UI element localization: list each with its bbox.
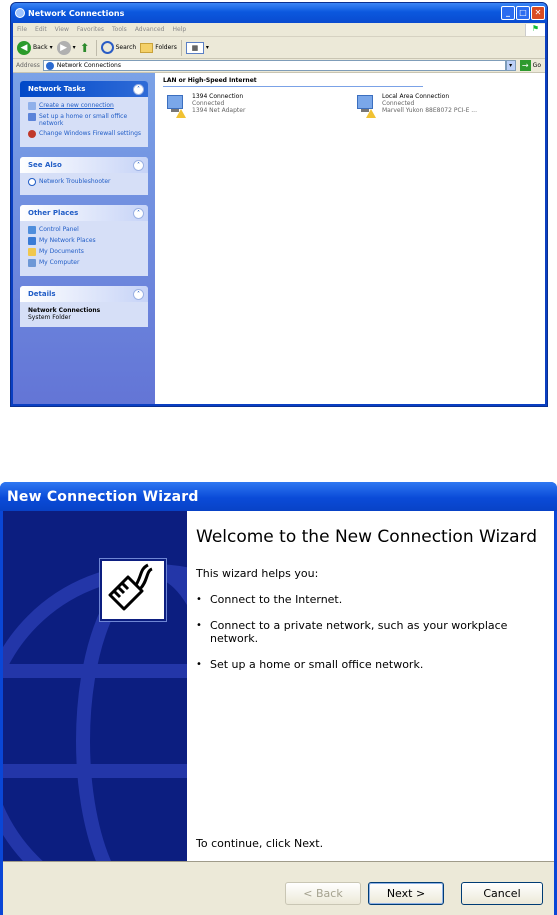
connection-local-area[interactable] xyxy=(355,93,505,119)
go-label: Go xyxy=(532,62,541,69)
go-button[interactable] xyxy=(516,60,545,71)
collapse-chevron-icon[interactable]: ˄ xyxy=(133,289,144,300)
list-item xyxy=(196,593,544,606)
computer-icon xyxy=(28,259,36,267)
next-button[interactable]: Next > xyxy=(368,882,444,905)
forward-arrow-icon: ▶ xyxy=(57,41,71,55)
see-also-header[interactable] xyxy=(20,157,148,173)
connection-text xyxy=(192,93,245,119)
back-dropdown-icon[interactable]: ▾ xyxy=(49,44,53,51)
back-label: Back xyxy=(33,44,48,51)
create-new-connection-link[interactable] xyxy=(28,102,142,110)
back-button[interactable] xyxy=(17,41,53,55)
firewall-settings-link[interactable] xyxy=(28,130,142,138)
address-dropdown-icon[interactable]: ▾ xyxy=(506,60,516,71)
maximize-icon[interactable]: □ xyxy=(516,6,530,20)
panel-body xyxy=(20,97,148,147)
wizard-content xyxy=(196,527,544,684)
other-places-header[interactable] xyxy=(20,205,148,221)
network-cable-icon xyxy=(100,559,166,621)
menu-edit[interactable]: Edit xyxy=(35,26,47,33)
connection-name: Local Area Connection xyxy=(382,93,450,100)
folders-button[interactable] xyxy=(140,43,177,53)
wizard-body xyxy=(3,511,554,915)
views-button[interactable] xyxy=(186,42,209,54)
toolbar xyxy=(13,37,545,59)
help-icon xyxy=(28,178,36,186)
views-dropdown-icon: ▾ xyxy=(205,44,209,51)
forward-button[interactable] xyxy=(57,41,76,55)
folders-icon xyxy=(140,43,153,53)
see-also-panel xyxy=(20,157,148,195)
setup-home-network-link[interactable] xyxy=(28,113,142,127)
wizard-side-banner xyxy=(3,511,187,861)
link-label: My Computer xyxy=(39,259,80,266)
details-type: System Folder xyxy=(28,314,71,321)
connection-status: Connected xyxy=(192,100,225,107)
wizard-bullet-list xyxy=(196,593,544,671)
my-computer-link[interactable] xyxy=(28,259,142,267)
connection-name: 1394 Connection xyxy=(192,93,244,100)
wizard-title-bar[interactable] xyxy=(0,482,557,511)
network-connection-icon xyxy=(355,93,379,119)
details-panel xyxy=(20,286,148,327)
folders-label: Folders xyxy=(155,44,177,51)
new-connection-wizard-window xyxy=(0,482,557,915)
network-connections-icon xyxy=(15,8,25,18)
address-value: Network Connections xyxy=(56,62,121,69)
network-connections-icon xyxy=(46,62,54,70)
panel-title: See Also xyxy=(28,161,62,169)
bullet-icon: • xyxy=(196,594,202,605)
menu-file[interactable]: File xyxy=(17,26,28,33)
details-header[interactable] xyxy=(20,286,148,302)
connection-device: 1394 Net Adapter xyxy=(192,107,246,114)
close-icon[interactable]: ✕ xyxy=(531,6,545,20)
continue-instruction: To continue, click Next. xyxy=(196,837,324,850)
connection-1394[interactable] xyxy=(165,93,315,119)
explorer-main xyxy=(13,73,545,404)
search-icon xyxy=(101,41,114,54)
list-item xyxy=(196,619,544,645)
network-connections-window xyxy=(10,2,548,407)
connection-row xyxy=(163,93,537,119)
panel-body xyxy=(20,302,148,327)
menu-tools[interactable]: Tools xyxy=(112,26,127,33)
details-name: Network Connections xyxy=(28,307,101,314)
address-label: Address xyxy=(16,62,40,69)
bullet-icon: • xyxy=(196,620,202,631)
search-button[interactable] xyxy=(101,41,137,54)
explorer-title: Network Connections xyxy=(28,8,125,18)
control-panel-link[interactable] xyxy=(28,226,142,234)
other-places-panel xyxy=(20,205,148,276)
wizard-button-bar xyxy=(3,861,554,915)
menu-advanced[interactable]: Advanced xyxy=(134,26,165,33)
cancel-button[interactable]: Cancel xyxy=(461,882,543,905)
toolbar-separator xyxy=(96,40,97,56)
wizard-heading: Welcome to the New Connection Wizard xyxy=(196,527,537,547)
control-panel-icon xyxy=(28,226,36,234)
documents-icon xyxy=(28,248,36,256)
up-folder-icon[interactable]: ⬆ xyxy=(79,40,90,55)
windows-flag-icon: ⚑ xyxy=(525,24,545,36)
menu-view[interactable]: View xyxy=(54,26,69,33)
network-troubleshooter-link[interactable] xyxy=(28,178,142,186)
task-pane xyxy=(13,73,155,404)
bullet-icon: • xyxy=(196,659,202,670)
link-label: Change Windows Firewall settings xyxy=(39,130,142,137)
link-label: Network Troubleshooter xyxy=(39,178,111,185)
home-network-icon xyxy=(28,113,36,121)
connections-list xyxy=(155,73,545,404)
collapse-chevron-icon[interactable]: ˄ xyxy=(133,160,144,171)
connection-status: Connected xyxy=(382,100,415,107)
network-tasks-panel xyxy=(20,81,148,147)
menu-bar xyxy=(13,23,545,37)
toolbar-separator xyxy=(181,40,182,56)
wizard-title: New Connection Wizard xyxy=(7,488,199,505)
back-button[interactable]: < Back xyxy=(285,882,361,905)
connection-device: Marvell Yukon 88E8072 PCI-E ... xyxy=(382,107,477,114)
panel-title: Details xyxy=(28,290,56,298)
firewall-icon xyxy=(28,130,36,138)
address-input[interactable] xyxy=(43,60,506,71)
link-label: My Network Places xyxy=(39,237,96,244)
views-icon: ▦ xyxy=(186,42,204,54)
explorer-title-bar[interactable] xyxy=(11,3,547,23)
forward-dropdown-icon[interactable]: ▾ xyxy=(72,44,76,51)
panel-body xyxy=(20,221,148,276)
group-header: LAN or High-Speed Internet xyxy=(163,77,423,87)
wizard-intro: This wizard helps you: xyxy=(196,567,319,580)
network-tasks-header[interactable] xyxy=(20,81,148,97)
explorer-body xyxy=(13,23,545,404)
connection-text xyxy=(382,93,477,119)
bullet-text: Connect to the Internet. xyxy=(210,593,343,606)
search-label: Search xyxy=(115,44,137,51)
go-arrow-icon: → xyxy=(520,60,531,71)
panel-body xyxy=(20,173,148,195)
window-caption-buttons xyxy=(501,6,547,20)
bullet-text: Set up a home or small office network. xyxy=(210,658,424,671)
menu-help[interactable]: Help xyxy=(172,26,187,33)
back-arrow-icon: ◀ xyxy=(17,41,31,55)
link-label: My Documents xyxy=(39,248,84,255)
link-label: Set up a home or small office network xyxy=(39,113,128,127)
menu-favorites[interactable]: Favorites xyxy=(76,26,105,33)
minimize-icon[interactable]: _ xyxy=(501,6,515,20)
panel-title: Network Tasks xyxy=(28,85,86,93)
my-network-places-link[interactable] xyxy=(28,237,142,245)
list-item xyxy=(196,658,544,671)
new-connection-icon xyxy=(28,102,36,110)
network-connection-icon xyxy=(165,93,189,119)
panel-title: Other Places xyxy=(28,209,79,217)
link-label: Control Panel xyxy=(39,226,79,233)
my-documents-link[interactable] xyxy=(28,248,142,256)
address-bar xyxy=(13,59,545,73)
collapse-chevron-icon[interactable]: ˄ xyxy=(133,208,144,219)
bullet-text: Connect to a private network, such as your workplace network. xyxy=(210,619,508,645)
collapse-chevron-icon[interactable]: ˄ xyxy=(133,84,144,95)
network-places-icon xyxy=(28,237,36,245)
link-label: Create a new connection xyxy=(39,102,114,109)
